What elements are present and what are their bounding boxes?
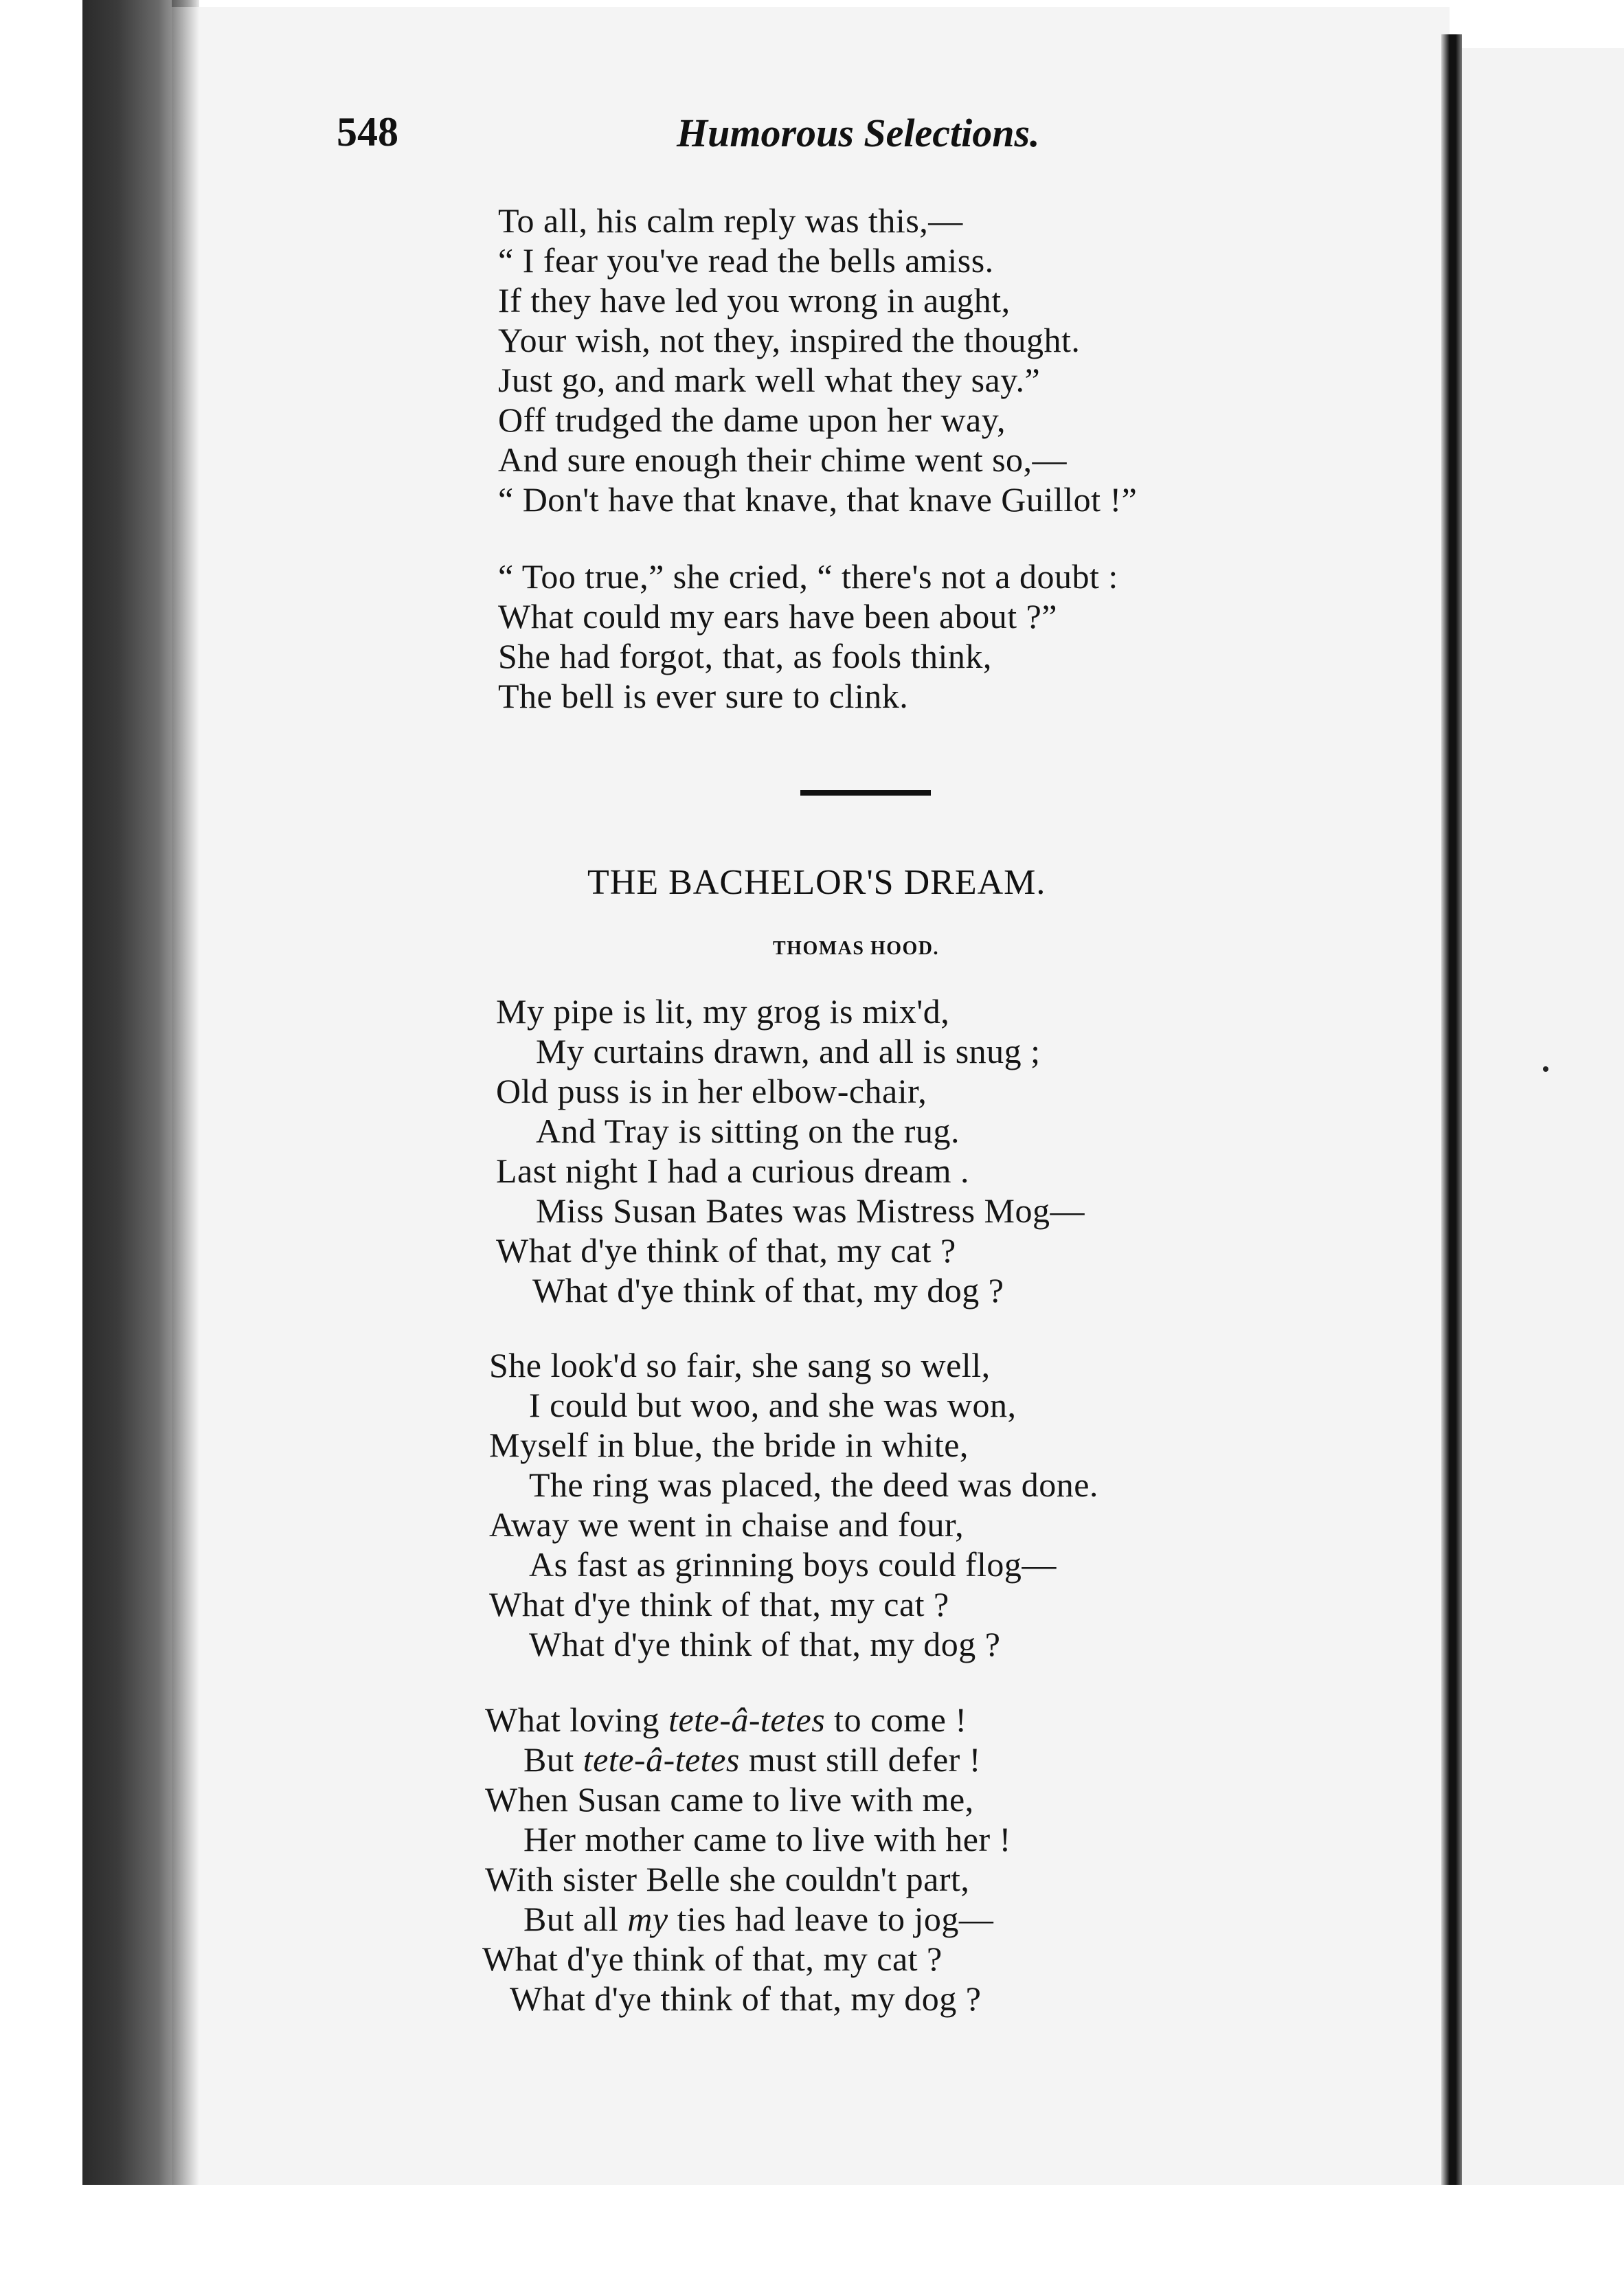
verse-line: As fast as grinning boys could flog— [529,1545,1057,1584]
verse-line: Her mother came to live with her ! [523,1820,1011,1858]
verse-line: What d'ye think of that, my dog ? [532,1271,1004,1310]
verse-line: Just go, and mark well what they say.” [498,361,1041,399]
section-divider-rule [800,790,931,796]
verse-line: The ring was placed, the deed was done. [529,1465,1098,1504]
verse-line: Miss Susan Bates was Mistress Mog— [536,1191,1085,1230]
verse-line: Off trudged the dame upon her way, [498,401,1006,439]
verse-line: But tete-â-tetes must still defer ! [523,1740,981,1779]
verse-line: Your wish, not they, inspired the thought. [498,321,1081,359]
italic-phrase: tete-â-tetes [583,1740,740,1779]
verse-line: The bell is ever sure to clink. [498,677,909,715]
italic-phrase: tete-â-tetes [668,1700,826,1739]
verse-line: What could my ears have been about ?” [498,597,1057,636]
adjacent-page-mark [1543,1066,1548,1072]
right-binding-shadow [1441,34,1462,2205]
verse-line: My curtains drawn, and all is snug ; [536,1032,1041,1070]
verse-line: What d'ye think of that, my cat ? [482,1940,943,1978]
verse-line: But all my ties had leave to jog— [523,1900,994,1938]
verse-line: Old puss is in her elbow-chair, [496,1072,927,1110]
verse-line: To all, his calm reply was this,— [498,201,963,240]
verse-line: My pipe is lit, my grog is mix'd, [496,992,950,1031]
verse-line: What loving tete-â-tetes to come ! [485,1700,967,1739]
verse-line: “ Too true,” she cried, “ there's not a doubt : [498,557,1118,596]
verse-line: And sure enough their chime went so,— [498,440,1068,479]
verse-line: “ I fear you've read the bells amiss. [498,241,994,280]
italic-word: my [627,1900,668,1938]
verse-line: What d'ye think of that, my cat ? [489,1585,949,1623]
verse-line: Away we went in chaise and four, [489,1505,965,1544]
verse-line: And Tray is sitting on the rug. [536,1112,960,1150]
verse-line: She look'd so fair, she sang so well, [489,1346,991,1384]
scan-bottom-margin [0,2185,1624,2292]
verse-line: What d'ye think of that, my cat ? [496,1231,956,1270]
page-number: 548 [337,109,398,155]
verse-line: If they have led you wrong in aught, [498,281,1011,319]
verse-line: When Susan came to live with me, [485,1780,974,1819]
verse-line: Last night I had a curious dream . [496,1151,970,1190]
running-head: Humorous Selections. [677,111,1040,155]
poem-author: THOMAS HOOD. [773,938,940,959]
adjacent-page [1462,48,1624,2212]
verse-line: “ Don't have that knave, that knave Guillot !” [498,480,1138,519]
left-page-gutter-shadow [172,0,199,2185]
verse-line: She had forgot, that, as fools think, [498,637,992,675]
verse-line: I could but woo, and she was won, [529,1386,1017,1424]
verse-line: What d'ye think of that, my dog ? [510,1979,982,2018]
verse-line: What d'ye think of that, my dog ? [529,1625,1001,1663]
verse-line: With sister Belle she couldn't part, [485,1860,970,1898]
poem-title: THE BACHELOR'S DREAM. [587,863,1046,902]
verse-line: Myself in blue, the bride in white, [489,1426,969,1464]
